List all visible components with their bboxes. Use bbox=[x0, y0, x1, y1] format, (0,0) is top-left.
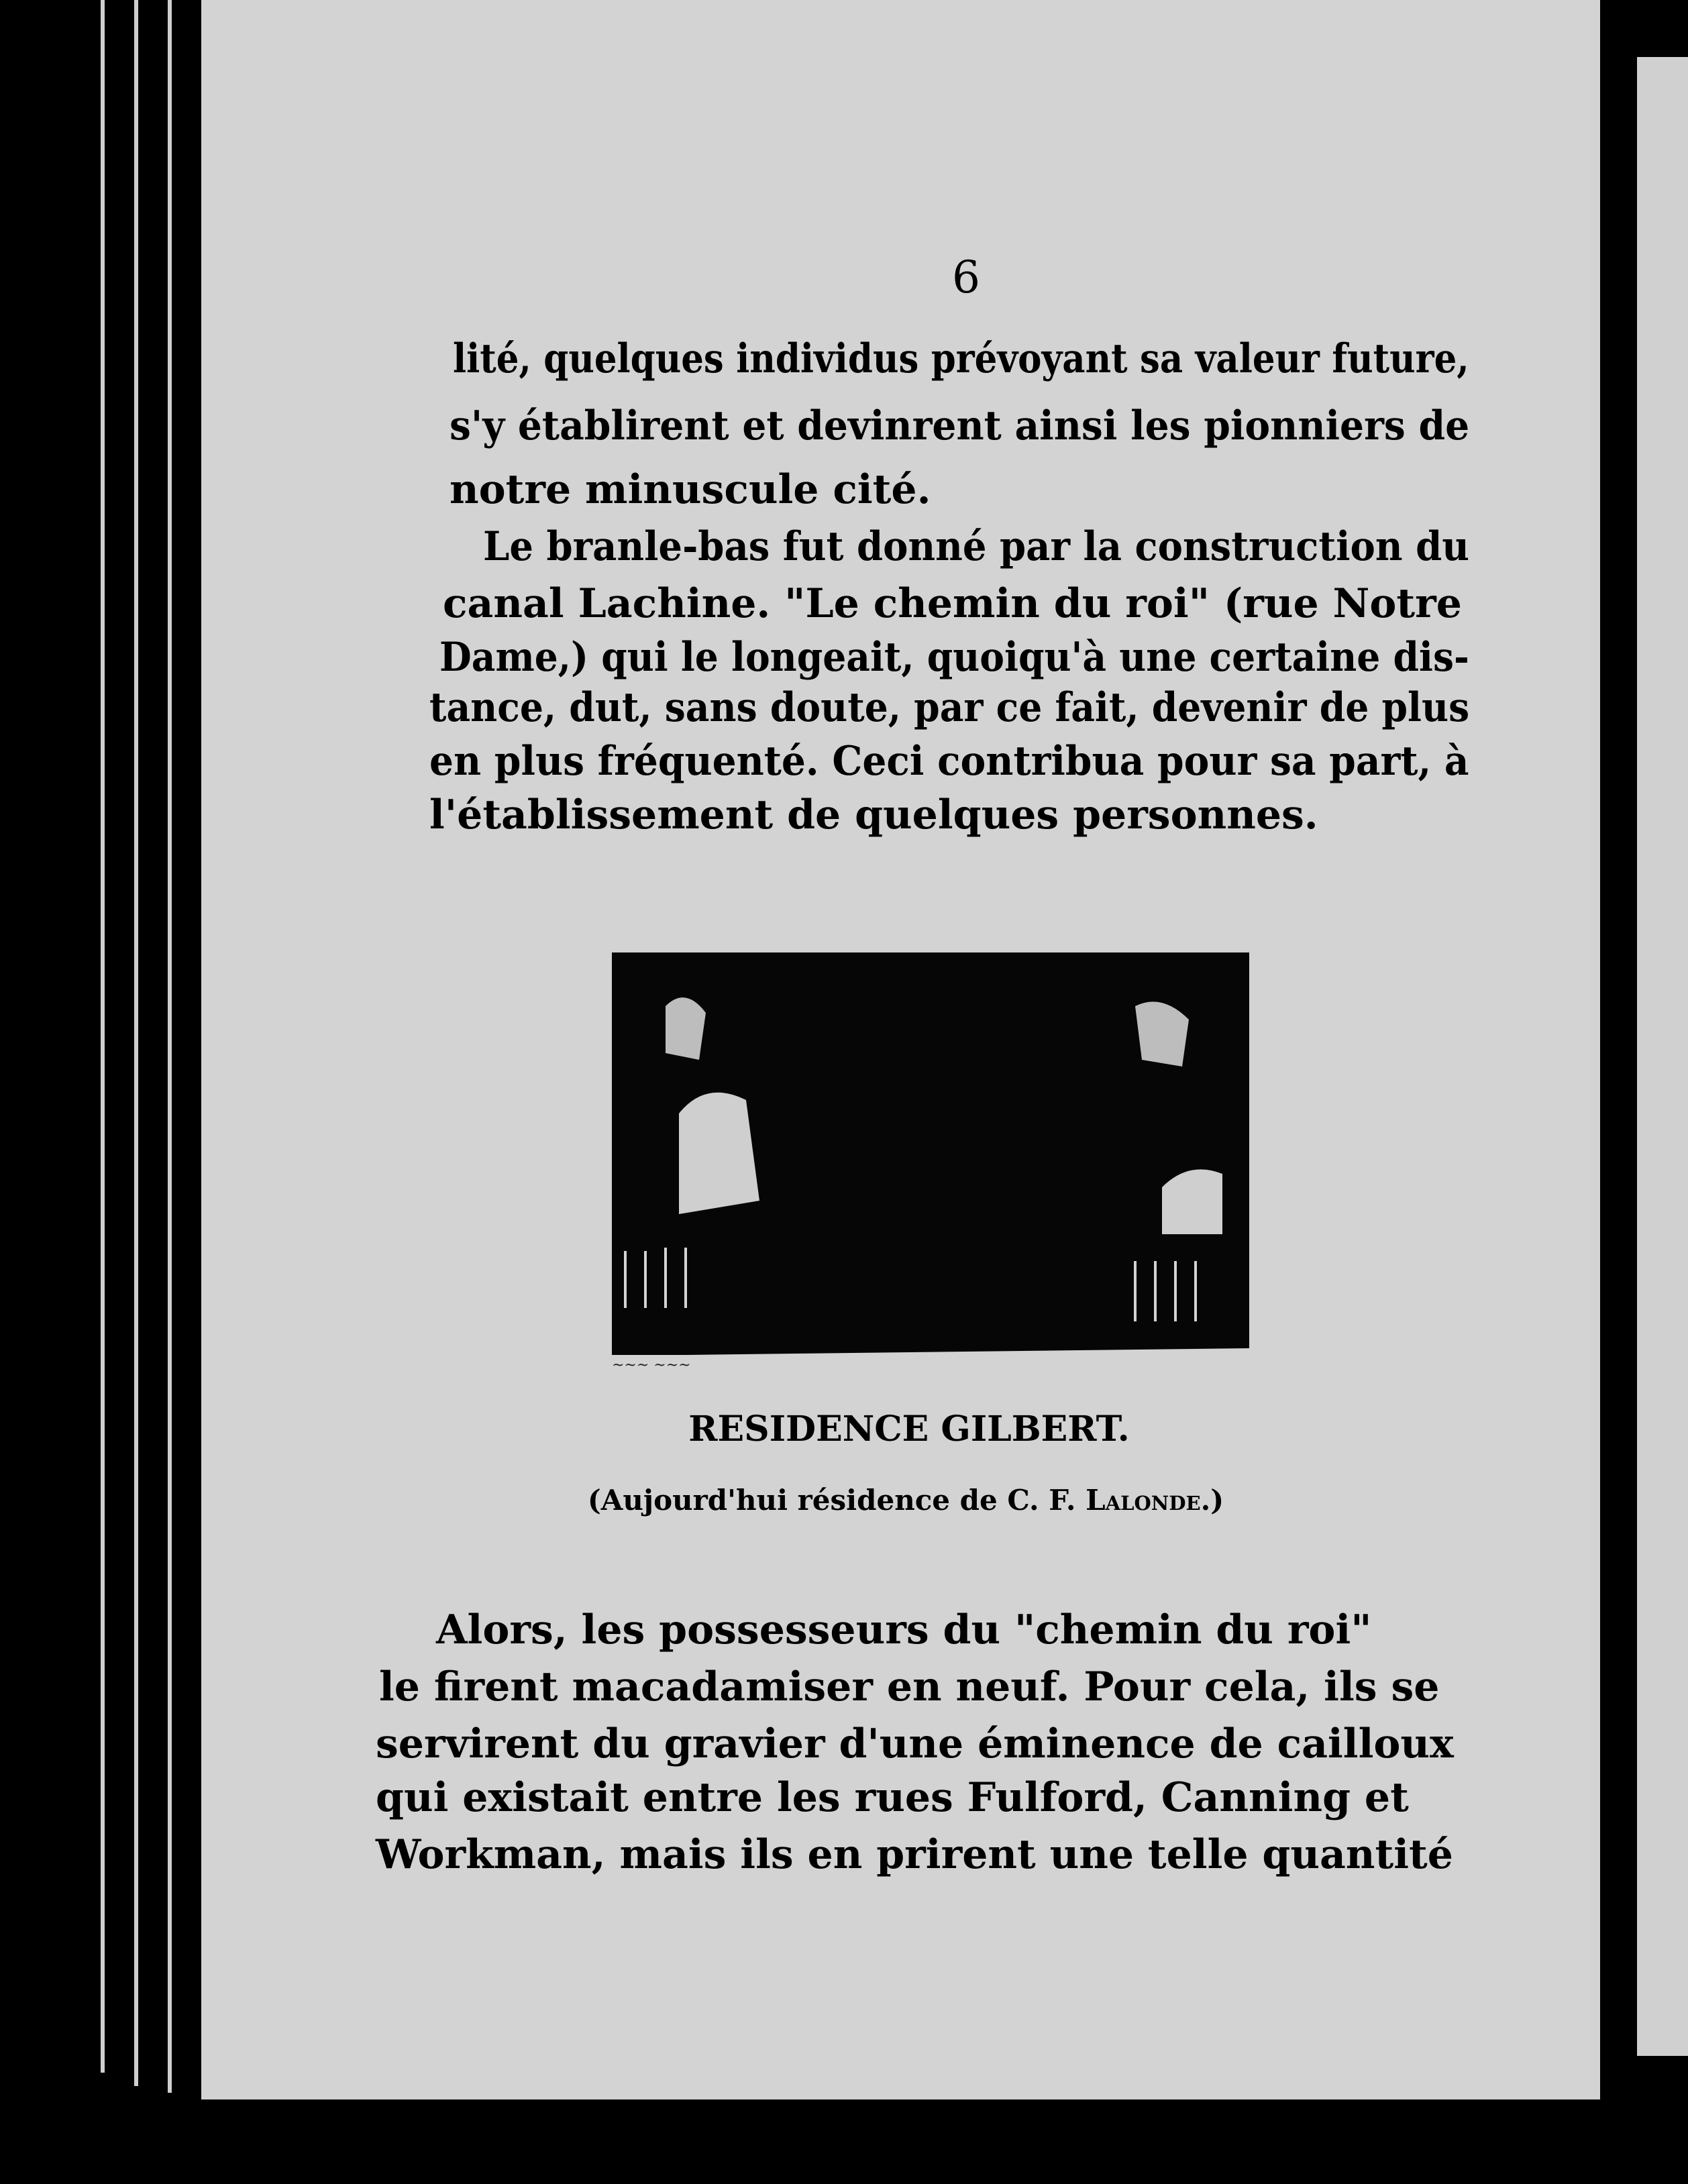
page-edge-line bbox=[134, 0, 138, 2086]
caption-subtitle-prefix: (Aujourd'hui résidence de C. F. bbox=[587, 1484, 1086, 1517]
text-line: canal Lachine. "Le chemin du roi" (rue Notre bbox=[443, 580, 1462, 627]
text-line: s'y établirent et devinrent ainsi les pionniers de bbox=[450, 402, 1470, 449]
text-line: Dame,) qui le longeait, quoiqu'à une certaine dis- bbox=[439, 634, 1469, 681]
text-line: l'établissement de quelques personnes. bbox=[429, 791, 1318, 838]
text-line: Alors, les possesseurs du "chemin du roi" bbox=[436, 1606, 1372, 1653]
text-line: le firent macadamiser en neuf. Pour cela, ils se bbox=[379, 1663, 1440, 1710]
svg-text:~~~ ~~~: ~~~ ~~~ bbox=[612, 1357, 691, 1374]
adjacent-page-edge bbox=[1637, 57, 1688, 2056]
page-number: 6 bbox=[952, 252, 980, 303]
figure-caption-title: RESIDENCE GILBERT. bbox=[688, 1409, 1130, 1450]
page-edge-line bbox=[101, 0, 105, 2073]
figure-caption-subtitle bbox=[564, 1484, 1248, 1517]
caption-subtitle-suffix: ) bbox=[1210, 1484, 1224, 1517]
text-line: tance, dut, sans doute, par ce fait, devenir de plus bbox=[429, 684, 1470, 731]
caption-subtitle-name: Lalonde. bbox=[1086, 1484, 1211, 1517]
text-line: notre minuscule cité. bbox=[450, 466, 931, 513]
text-line: Le branle-bas fut donné par la construction du bbox=[483, 523, 1469, 570]
residence-illustration bbox=[585, 946, 1249, 1391]
page-edge-line bbox=[168, 0, 172, 2093]
text-line: servirent du gravier d'une éminence de cailloux bbox=[376, 1721, 1454, 1767]
text-line: lité, quelques individus prévoyant sa valeur future, bbox=[453, 335, 1469, 382]
text-line: Workman, mais ils en prirent une telle quantité bbox=[376, 1831, 1453, 1878]
text-line: qui existait entre les rues Fulford, Canning et bbox=[376, 1774, 1409, 1821]
text-line: en plus fréquenté. Ceci contribua pour sa part, à bbox=[429, 738, 1469, 785]
